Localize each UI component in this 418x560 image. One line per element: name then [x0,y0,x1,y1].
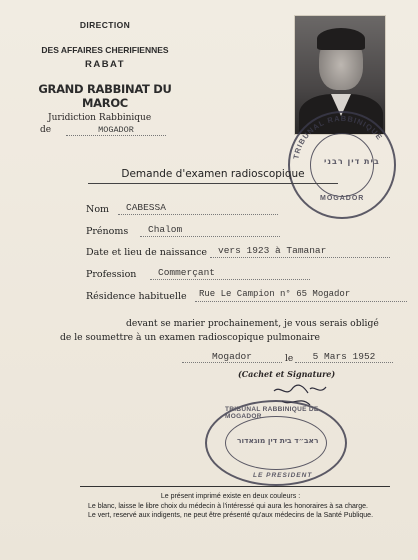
stamp-top-city: MOGADOR [320,195,365,202]
paragraph-line-1: devant se marier prochainement, je vous serais obligé [126,318,379,329]
label-prenoms: Prénoms [86,226,129,237]
form-title: Demande d'examen radioscopique [121,168,305,180]
value-nom: CABESSA [118,202,278,215]
header-direction: DIRECTION [79,20,131,30]
stamp-bottom-hebrew: ראב״ד בית דין מוגאדור [237,436,319,445]
footer-notes [88,492,393,521]
notes-green: Le vert, reservé aux indigents, ne peut être présenté qu'aux médecins de la Santé Publique. [88,512,374,519]
header-rabat: RABAT [84,59,126,70]
label-nom: Nom [86,204,110,215]
tribunal-stamp-top [288,111,396,219]
cachet-signature-label: (Cachet et Signature) [238,369,336,379]
notes-white: Le blanc, laisse le libre choix du médecin à l'intéressé qui aura les honoraires à sa charge. [88,502,368,510]
place-value: Mogador [182,351,282,363]
label-residence: Résidence habituelle [86,291,187,302]
value-naissance: vers 1923 à Tamanar [210,245,390,258]
le-label: le [285,354,294,364]
label-profession: Profession [86,269,137,280]
header-affaires: DES AFFAIRES CHERIFIENNES [41,45,169,55]
stamp-bottom-top-text: TRIBUNAL RABBINIQUE DE MOGADOR [225,406,319,420]
header-de-value: MOGADOR [66,125,166,136]
stamp-top-hebrew: בית דין רבני [324,157,380,166]
value-prenoms: Chalom [140,224,280,237]
header-de-label: de [40,125,52,135]
notes-divider [80,486,390,487]
label-naissance: Date et lieu de naissance [86,247,208,258]
header-juridiction: Juridiction Rabbinique [48,113,152,123]
value-profession: Commerçant [150,267,310,280]
request-paragraph [60,317,390,345]
notes-intro: Le présent imprimé existe en deux couleurs : [160,493,301,500]
title-divider [88,183,338,184]
header-grand-rabbinat: GRAND RABBINAT DU MAROC [38,82,172,110]
date-value: 5 Mars 1952 [295,351,393,363]
svg-text:TRIBUNAL RABBINIQUE: TRIBUNAL RABBINIQUE [291,113,385,160]
tribunal-stamp-bottom [205,400,347,486]
value-residence: Rue Le Campion n° 65 Mogador [195,289,407,302]
stamp-bottom-president: LE PRESIDENT [253,472,313,479]
paragraph-line-2: de le soumettre à un examen radioscopique pulmonaire [60,332,320,343]
